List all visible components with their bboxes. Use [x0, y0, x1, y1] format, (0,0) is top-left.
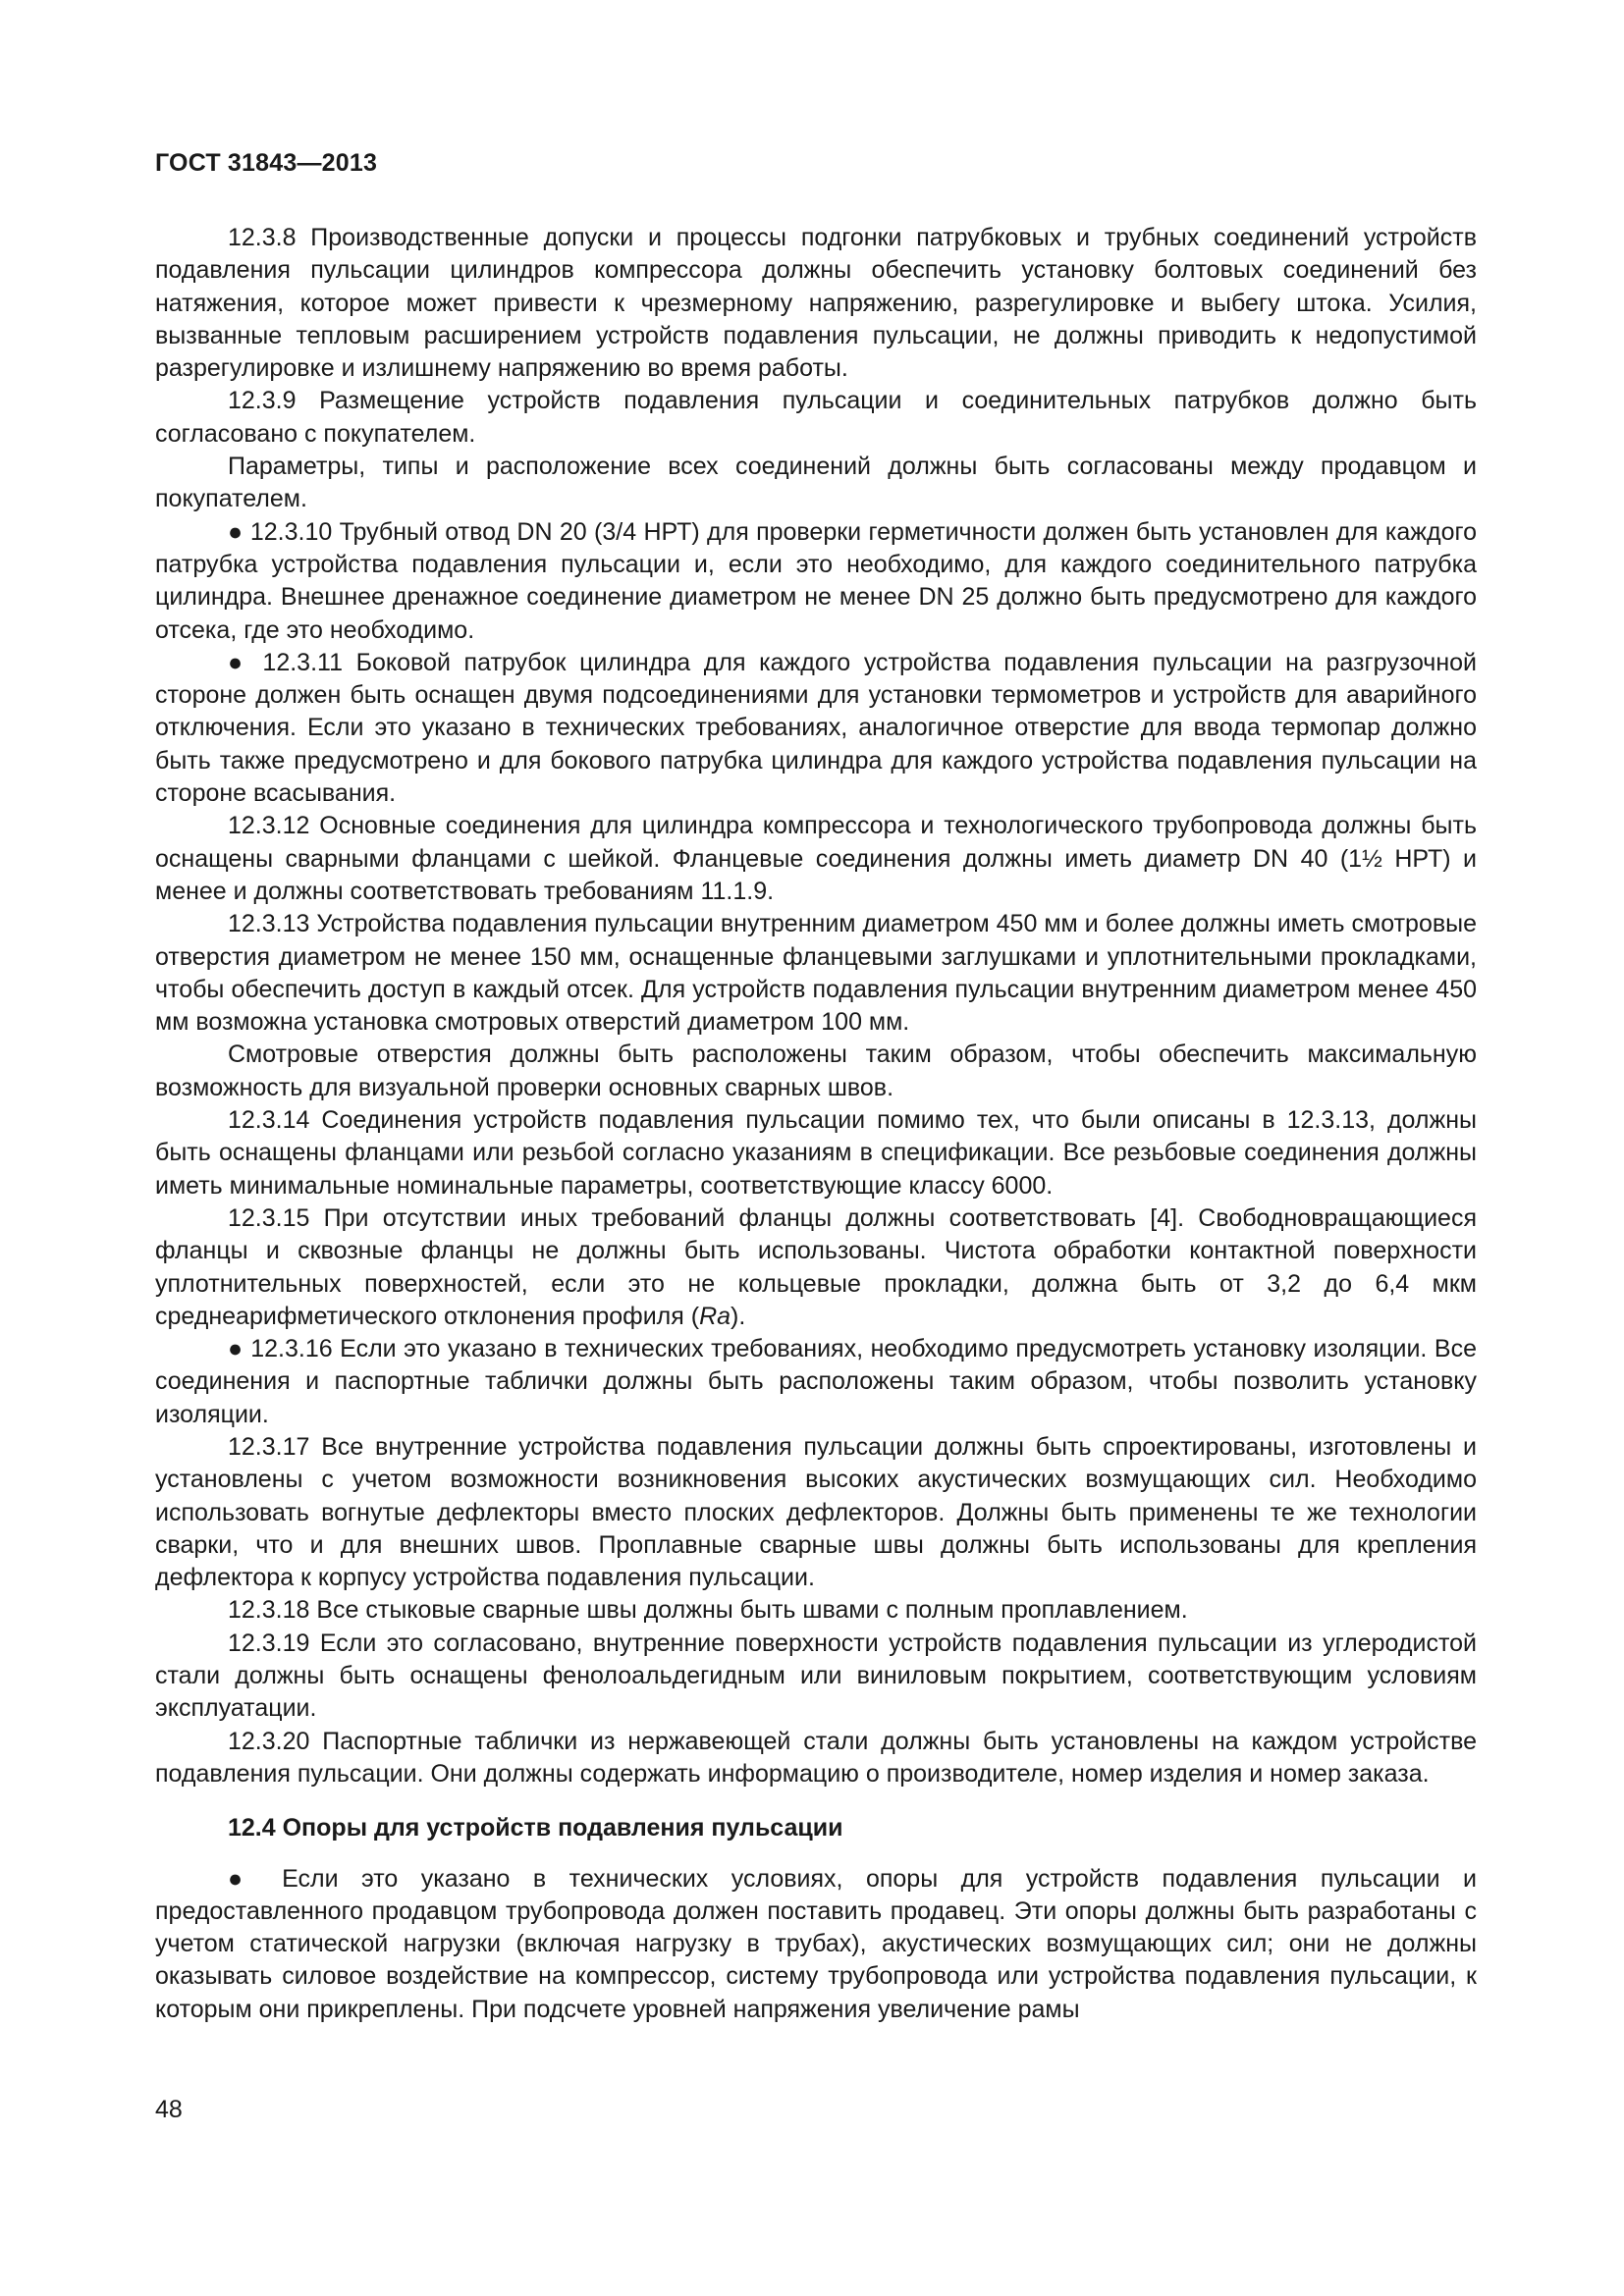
paragraph-inspection-openings: Смотровые отверстия должны быть расположены таким образом, чтобы обеспечить максимальную возможность для визуальной проверки основных сварных швов. [155, 1041, 1477, 1101]
paragraph-12-3-19: 12.3.19 Если это согласовано, внутренние поверхности устройств подавления пульсации из углеродистой стали должны быть оснащены фенолоальдегидным или виниловым покрытием, соответствующим условиям эксплуатации. [155, 1629, 1477, 1723]
paragraph-12-3-9: 12.3.9 Размещение устройств подавления пульсации и соединительных патрубков должно быть согласовано с покупателем. [155, 387, 1477, 448]
section-heading-12-4: 12.4 Опоры для устройств подавления пульсации [228, 1814, 843, 1842]
paragraph-12-3-15-tail: ). [731, 1302, 746, 1330]
roughness-symbol: Ra [699, 1302, 731, 1330]
paragraph-12-3-13: 12.3.13 Устройства подавления пульсации внутренним диаметром 450 мм и более должны иметь смотровые отверстия диаметром не менее 150 мм, оснащенные фланцевыми заглушками и уплотнительными прокладками, чтобы обеспечить доступ в каждый отсек. Для устройств подавления пульсации внутренним диаметром менее 450 мм возможна установка смотровых отверстий диаметром 100 мм. [155, 910, 1477, 1037]
paragraph-12-3-15-text: 12.3.15 При отсутствии иных требований фланцы должны соответствовать [4]. Свободновращающиеся фланцы и сквозные фланцы не должны быть использованы. Чистота обработки контактной поверхности уплотнительных поверхностей, если это не кольцевые прокладки, должна быть от 3,2 до 6,4 мкм среднеарифметического отклонения профиля ( [155, 1203, 1477, 1330]
paragraph-12-3-8: 12.3.8 Производственные допуски и процессы подгонки патрубковых и трубных соединений устройств подавления пульсации цилиндров компрессора должны обеспечить установку болтовых соединений без натяжения, которое может привести к чрезмерному напряжению, разрегулировке и выбегу штока. Усилия, вызванные тепловым расширением устройств подавления пульсации, не должны приводить к недопустимой разрегулировке и излишнему напряжению во время работы. [155, 224, 1477, 383]
paragraph-12-3-18: 12.3.18 Все стыковые сварные швы должны быть швами с полным проплавлением. [228, 1596, 1188, 1625]
page-number: 48 [155, 2096, 183, 2123]
document-body [155, 222, 1477, 2026]
paragraph-12-3-20: 12.3.20 Паспортные таблички из нержавеющей стали должны быть установлены на каждом устройстве подавления пульсации. Они должны содержать информацию о производителе, номер изделия и номер заказа. [155, 1727, 1477, 1788]
document-header: ГОСТ 31843—2013 [155, 149, 378, 177]
paragraph-12-3-17: 12.3.17 Все внутренние устройства подавления пульсации должны быть спроектированы, изготовлены и установлены с учетом возможности возникновения высоких акустических возмущающих сил. Необходимо использовать вогнутые дефлекторы вместо плоских дефлекторов. Должны быть применены те же технологии сварки, что и для внешних швов. Проплавные сварные швы должны быть использованы для крепления дефлектора к корпусу устройства подавления пульсации. [155, 1432, 1477, 1592]
paragraph-12-3-15 [155, 1202, 1477, 1333]
paragraph-12-4-supports: ● Если это указано в технических условиях, опоры для устройств подавления пульсации и предоставленного продавцом трубопровода должен поставить продавец. Эти опоры должны быть разработаны с учетом статической нагрузки (включая нагрузку в трубах), акустических возмущающих сил; они не должны оказывать силовое воздействие на компрессор, систему трубопровода или устройства подавления пульсации, к которым они прикреплены. При подсчете уровней напряжения увеличение рамы [155, 1864, 1477, 2023]
paragraph-12-3-14: 12.3.14 Соединения устройств подавления пульсации помимо тех, что были описаны в 12.3.13, должны быть оснащены фланцами или резьбой согласно указаниям в спецификации. Все резьбовые соединения должны иметь минимальные номинальные параметры, соответствующие классу 6000. [155, 1106, 1477, 1200]
paragraph-12-3-11: ● 12.3.11 Боковой патрубок цилиндра для каждого устройства подавления пульсации на разгрузочной стороне должен быть оснащен двумя подсоединениями для установки термометров и устройств для аварийного отключения. Если это указано в технических требованиях, аналогичное отверстие для ввода термопар должно быть также предусмотрено и для бокового патрубка цилиндра для каждого устройства подавления пульсации на стороне всасывания. [155, 648, 1477, 808]
paragraph-12-3-16: ● 12.3.16 Если это указано в технических требованиях, необходимо предусмотреть установку изоляции. Все соединения и паспортные таблички должны быть расположены таким образом, чтобы позволить установку изоляции. [155, 1335, 1477, 1428]
paragraph-12-3-12: 12.3.12 Основные соединения для цилиндра компрессора и технологического трубопровода должны быть оснащены сварными фланцами с шейкой. Фланцевые соединения должны иметь диаметр DN 40 (1½ НРТ) и менее и должны соответствовать требованиям 11.1.9. [155, 812, 1477, 905]
paragraph-connection-parameters: Параметры, типы и расположение всех соединений должны быть согласованы между продавцом и покупателем. [155, 453, 1477, 513]
paragraph-12-3-10: ● 12.3.10 Трубный отвод DN 20 (3/4 НРТ) для проверки герметичности должен быть установлен для каждого патрубка устройства подавления пульсации и, если это необходимо, для каждого соединительного патрубка цилиндра. Внешнее дренажное соединение диаметром не менее DN 25 должно быть предусмотрено для каждого отсека, где это необходимо. [155, 517, 1477, 644]
